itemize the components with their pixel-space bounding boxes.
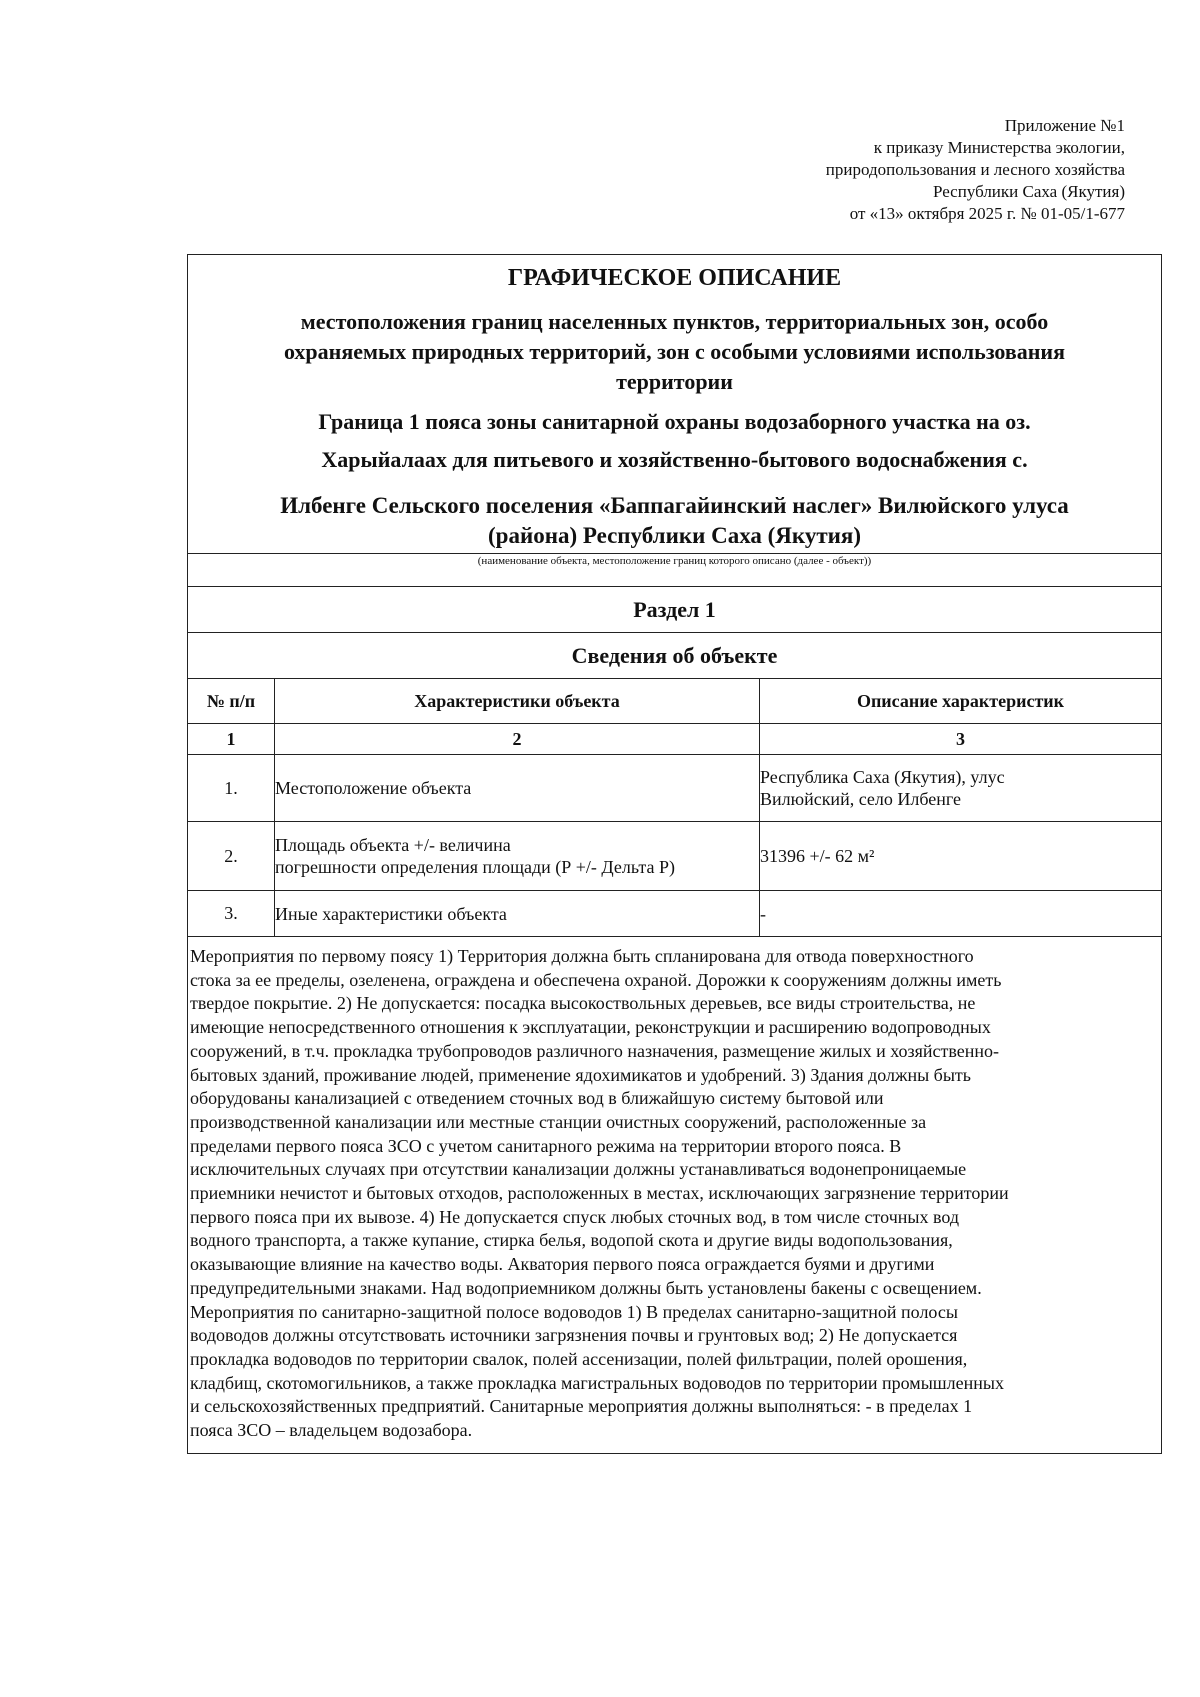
subtitle-line: местоположения границ населенных пунктов, территориальных зон, особо <box>300 309 1049 334</box>
row-description <box>760 755 1162 822</box>
title-block <box>188 255 1161 553</box>
cell-line: погрешности определения площади (Р +/- Дельта Р) <box>275 857 675 877</box>
row-number: 3. <box>188 891 275 937</box>
table-row <box>188 891 1161 937</box>
cell-line: Площадь объекта +/- величина <box>275 835 511 855</box>
cell-line: Республика Саха (Якутия), улус <box>760 767 1005 787</box>
appendix-line: к приказу Министерства экологии, <box>873 138 1125 157</box>
measures-line: кладбищ, скотомогильников, а также прокладка магистральных водоводов по территории промышленных <box>190 1372 1004 1393</box>
object-line: Илбенге Сельского поселения «Баппагайинский наслег» Вилюйского улуса <box>280 493 1069 518</box>
measures-line: водного транспорта, а также купание, стирка белья, водопой скота и другие виды водопользования, <box>190 1230 953 1251</box>
object-name-part2 <box>188 483 1161 553</box>
object-line: Харыйалаах для питьевого и хозяйственно-бытового водоснабжения с. <box>321 447 1028 472</box>
measures-line: и сельскохозяйственных предприятий. Санитарные мероприятия должны выполняться: - в пределах 1 <box>190 1396 973 1417</box>
measures-line: оказывающие влияние на качество воды. Акватория первого пояса ограждается буями и другими <box>190 1254 935 1275</box>
subtitle-line: охраняемых природных территорий, зон с особыми условиями использования <box>283 339 1066 364</box>
appendix-line: Республики Саха (Якутия) <box>932 182 1125 201</box>
cell-line: 31396 +/- 62 м² <box>760 846 875 866</box>
column-number: 1 <box>188 724 275 755</box>
section-title: Раздел 1 <box>188 586 1161 632</box>
measures-line: предупредительными знаками. Над водоприемником должны быть установлены бакены с освещением. <box>190 1277 982 1298</box>
object-name-note: (наименование объекта, местоположение границ которого описано (далее - объект)) <box>188 553 1161 586</box>
appendix-block <box>826 115 1125 225</box>
row-characteristic <box>275 822 760 891</box>
sanitary-measures-text <box>188 936 1161 1453</box>
measures-line: стока за ее пределы, озеленена, ограждена и обеспечена охраной. Дорожки к сооружениям должны иметь <box>190 969 1002 990</box>
section-heading: Сведения об объекте <box>188 632 1161 678</box>
header-number: № п/п <box>188 679 275 724</box>
description-frame <box>187 254 1162 1454</box>
table-row <box>188 755 1161 822</box>
measures-line: Мероприятия по санитарно-защитной полосе водоводов 1) В пределах санитарно-защитной полосы <box>190 1301 958 1322</box>
table-column-numbers-row <box>188 724 1161 755</box>
cell-line: Вилюйский, село Илбенге <box>760 789 962 809</box>
appendix-line: Приложение №1 <box>1004 116 1125 135</box>
row-characteristic <box>275 755 760 822</box>
row-description <box>760 822 1162 891</box>
subtitle-line: территории <box>616 369 733 394</box>
cell-line: Местоположение объекта <box>275 778 472 798</box>
measures-line: оборудованы канализацией с отведением сточных вод в ближайшую систему бытовой или <box>190 1088 884 1109</box>
row-characteristic <box>275 891 760 937</box>
document-title: ГРАФИЧЕСКОЕ ОПИСАНИЕ <box>507 265 842 291</box>
measures-line: водоводов должны отсутствовать источники загрязнения почвы и грунтовых вод; 2) Не допускается <box>190 1325 958 1346</box>
measures-line: бытовых зданий, проживание людей, применение ядохимикатов и удобрений. 3) Здания должны быть <box>190 1064 972 1085</box>
object-info-table <box>188 678 1161 936</box>
measures-line: прокладка водоводов по территории свалок, полей ассенизации, полей фильтрации, полей орошения, <box>190 1348 968 1369</box>
object-line: Граница 1 пояса зоны санитарной охраны водозаборного участка на оз. <box>318 409 1031 434</box>
row-number: 2. <box>188 822 275 891</box>
measures-line: пояса ЗСО – владельцем водозабора. <box>190 1420 473 1441</box>
table-header-row <box>188 679 1161 724</box>
cell-line: - <box>760 903 766 924</box>
object-name-part1 <box>188 397 1161 475</box>
column-number: 2 <box>275 724 760 755</box>
appendix-line: природопользования и лесного хозяйства <box>825 160 1125 179</box>
measures-line: приемники нечистот и бытовых отходов, расположенных в местах, исключающих загрязнение территории <box>190 1183 1009 1204</box>
appendix-line: от «13» октября 2025 г. № 01-05/1-677 <box>849 204 1125 223</box>
measures-line: Мероприятия по первому поясу 1) Территория должна быть спланирована для отвода поверхностного <box>190 946 974 966</box>
measures-line: исключительных случаях при отсутствии канализации должны устанавливаться водонепроницаемые <box>190 1159 967 1180</box>
row-number: 1. <box>188 755 275 822</box>
header-characteristic: Характеристики объекта <box>275 679 760 724</box>
measures-line: твердое покрытие. 2) Не допускается: посадка высокоствольных деревьев, все виды строительства, не <box>190 993 976 1014</box>
table-row <box>188 822 1161 891</box>
header-description: Описание характеристик <box>760 679 1162 724</box>
measures-line: первого пояса при их вывозе. 4) Не допускается спуск любых сточных вод, в том числе сточных вод <box>190 1206 959 1227</box>
column-number: 3 <box>760 724 1162 755</box>
cell-line: Иные характеристики объекта <box>275 903 507 924</box>
measures-line: сооружений, в т.ч. прокладка трубопроводов различного назначения, размещение жилых и хозяйственно- <box>190 1040 1000 1061</box>
measures-line: производственной канализации или местные станции очистных сооружений, расположенные за <box>190 1111 927 1132</box>
measures-line: пределами первого пояса ЗСО с учетом санитарного режима на территории второго пояса. В <box>190 1135 902 1156</box>
row-description <box>760 891 1162 937</box>
object-line: (района) Республики Саха (Якутия) <box>488 523 861 548</box>
document-subtitle <box>188 301 1161 397</box>
measures-line: имеющие непосредственного отношения к эксплуатации, реконструкции и расширению водопроводных <box>190 1017 991 1038</box>
